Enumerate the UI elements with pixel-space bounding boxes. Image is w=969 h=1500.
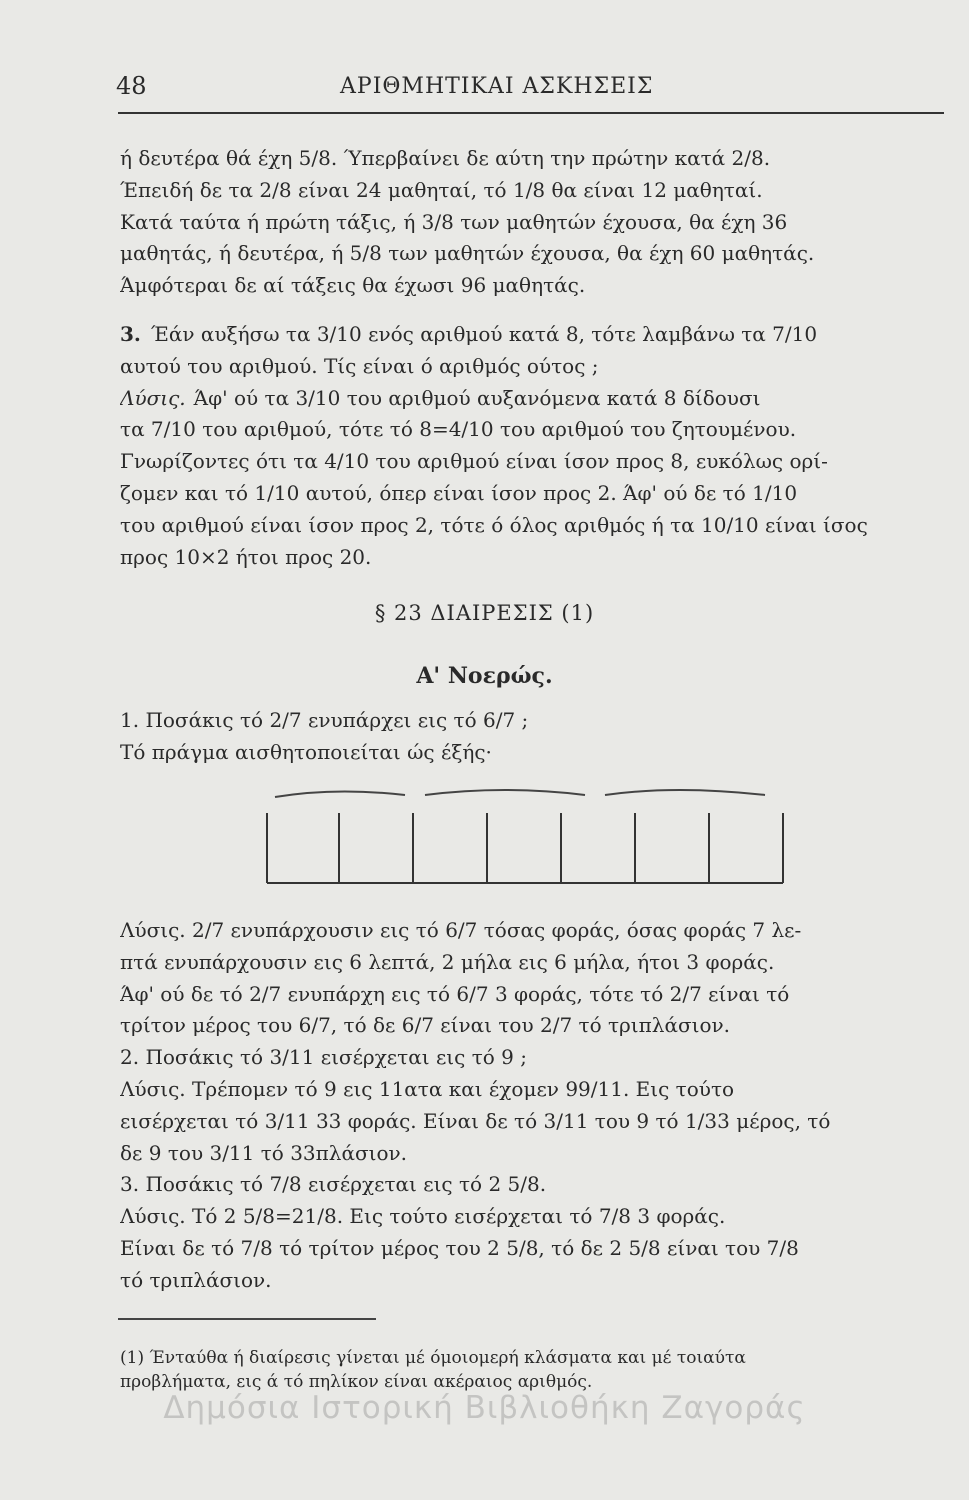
text-line: ή δευτέρα θά έχη 5/8. Ύπερβαίνει δε αύτη την πρώτην κατά 2/8. <box>120 146 771 170</box>
footnote-rule <box>118 1318 376 1320</box>
page-header <box>0 72 969 112</box>
division-exercises <box>120 915 942 1297</box>
text-line: 3. Ποσάκις τό 7/8 εισέρχεται εις τό 2 5/8. <box>120 1172 547 1197</box>
footnote-line: προβλήματα, εις ά τό πηλίκον είναι ακέραιος αριθμός. <box>120 1372 593 1392</box>
sevenths-diagram <box>265 783 785 893</box>
text-line: Λύσις. 2/7 ενυπάρχουσιν εις τό 6/7 τόσας φοράς, όσας φοράς 7 λε- <box>120 918 802 942</box>
text-line: Άφ' ού δε τό 2/7 ενυπάρχη εις τό 6/7 3 φοράς, τότε τό 2/7 είναι τό <box>120 981 790 1006</box>
brace-arc <box>275 791 405 797</box>
question-text: Έάν αυξήσω τα 3/10 ενός αριθμού κατά 8, τότε λαμβάνω τα 7/10 <box>150 322 818 346</box>
text-line: τό τριπλάσιον. <box>120 1267 272 1292</box>
exercise-3 <box>120 319 942 573</box>
text-line: πτά ενυπάρχουσιν εις 6 λεπτά, 2 μήλα εις 6 μήλα, ήτοι 3 φοράς. <box>120 949 775 974</box>
header-rule <box>118 112 944 114</box>
exercise-question-line <box>120 319 942 351</box>
solution-line <box>120 383 942 415</box>
text-line: Κατά ταύτα ή πρώτη τάξις, ή 3/8 των μαθητών έχουσα, θα έχη 36 <box>120 209 788 234</box>
solution-label: Λύσις. <box>120 385 186 410</box>
solution-line: Γνωρίζοντες ότι τα 4/10 του αριθμού είναι ίσον προς 8, ευκόλως ορί- <box>120 449 828 474</box>
text-line: 2. Ποσάκις τό 3/11 εισέρχεται εις τό 9 ; <box>120 1045 527 1070</box>
text-line: Είναι δε τό 7/8 τό τρίτον μέρος του 2 5/8, τό δε 2 5/8 είναι του 7/8 <box>120 1235 799 1260</box>
brace-arc <box>425 790 585 795</box>
text-line: Έπειδή δε τα 2/8 είναι 24 μαθηταί, τό 1/8 θα είναι 12 μαθηταί. <box>120 177 763 202</box>
text-line: δε 9 του 3/11 τό 33πλάσιον. <box>120 1140 408 1165</box>
section-title: § 23 ΔΙΑΙΡΕΣΙΣ (1) <box>374 601 595 625</box>
solution-text: Άφ' ού τα 3/10 του αριθμού αυξανόμενα κατά 8 δίδουσι <box>193 385 761 410</box>
brace-arc <box>605 790 765 795</box>
text-line: μαθητάς, ή δευτέρα, ή 5/8 των μαθητών έχουσα, θα έχη 60 μαθητάς. <box>120 241 815 266</box>
subsection-title: Α' Νοερώς. <box>416 663 553 689</box>
text-line: Άμφότεραι δε αί τάξεις θα έχωσι 96 μαθητάς. <box>120 273 586 298</box>
continued-solution <box>120 143 942 302</box>
solution-line: τα 7/10 του αριθμού, τότε τό 8=4/10 του αριθμού του ζητουμένου. <box>120 417 797 442</box>
text-line: Λύσις. Τό 2 5/8=21/8. Εις τούτο εισέρχεται τό 7/8 3 φοράς. <box>120 1204 726 1229</box>
solution-line: ζομεν και τό 1/10 αυτού, όπερ είναι ίσον προς 2. Άφ' ού δε τό 1/10 <box>120 480 798 505</box>
solution-line: προς 10×2 ήτοι προς 20. <box>120 544 372 569</box>
solution-line: του αριθμού είναι ίσον προς 2, τότε ό όλος αριθμός ή τα 10/10 είναι ίσος <box>120 512 868 537</box>
text-line: Λύσις. Τρέπομεν τό 9 εις 11ατα και έχομεν 99/11. Εις τούτο <box>120 1076 735 1101</box>
text-line: εισέρχεται τό 3/11 33 φοράς. Είναι δε τό 3/11 του 9 τό 1/33 μέρος, τό <box>120 1108 831 1133</box>
exercise-question-line: αυτού του αριθμού. Τίς είναι ό αριθμός ούτος ; <box>120 353 599 378</box>
running-title: ΑΡΙΘΜΗΤΙΚΑΙ ΑΣΚΗΣΕΙΣ <box>340 74 654 99</box>
footnote <box>120 1346 942 1394</box>
text-line: 1. Ποσάκις τό 2/7 ενυπάρχει εις τό 6/7 ; <box>120 708 529 732</box>
page-number: 48 <box>116 72 147 100</box>
division-exercise-1 <box>120 705 942 769</box>
text-line: Τό πράγμα αισθητοποιείται ώς έξής· <box>120 739 492 764</box>
exercise-number: 3. <box>120 322 141 346</box>
library-watermark: Δημόσια Ιστορική Βιβλιοθήκη Ζαγοράς <box>163 1390 806 1426</box>
footnote-line: (1) Ένταύθα ή διαίρεσις γίνεται μέ όμοιομερή κλάσματα και μέ τοιαύτα <box>120 1348 746 1368</box>
text-line: τρίτον μέρος του 6/7, τό δε 6/7 είναι του 2/7 τό τριπλάσιον. <box>120 1013 731 1038</box>
